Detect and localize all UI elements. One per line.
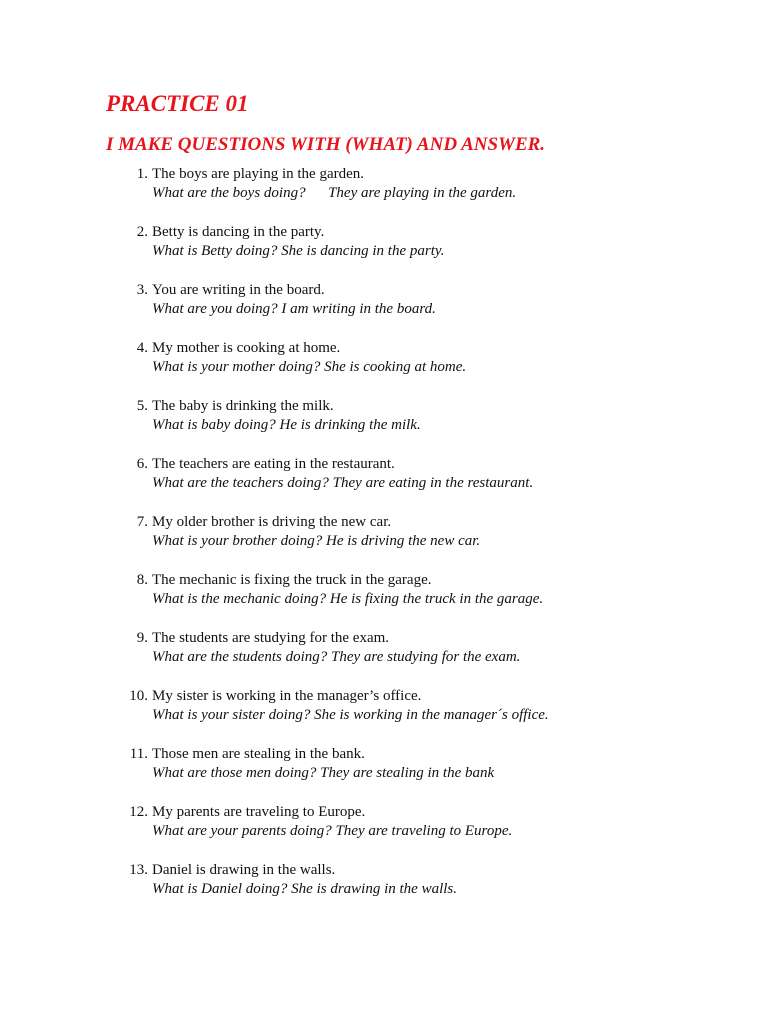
item-sentence: My sister is working in the manager’s office. <box>152 688 422 704</box>
exercise-item-12 <box>0 803 768 861</box>
item-sentence: The mechanic is fixing the truck in the garage. <box>152 572 432 588</box>
exercise-item-11 <box>0 745 768 803</box>
exercise-item-13 <box>0 861 768 919</box>
item-number: 9. <box>136 630 148 646</box>
item-answer: What are the boys doing? They are playing in the garden. <box>152 185 517 201</box>
exercise-item-6 <box>0 455 768 513</box>
item-number: 3. <box>136 282 148 298</box>
exercise-item-3 <box>0 281 768 339</box>
item-number: 7. <box>136 514 148 530</box>
item-answer: What are your parents doing? They are traveling to Europe. <box>152 823 513 839</box>
item-number: 1. <box>136 166 148 182</box>
exercise-item-5 <box>0 397 768 455</box>
item-sentence: My parents are traveling to Europe. <box>152 804 366 820</box>
item-number: 2. <box>136 224 148 240</box>
item-sentence: My mother is cooking at home. <box>152 340 341 356</box>
item-answer: What are the students doing? They are studying for the exam. <box>152 649 521 665</box>
item-sentence: Betty is dancing in the party. <box>152 224 325 240</box>
item-answer: What is your sister doing? She is working in the manager´s office. <box>152 707 549 723</box>
exercise-item-10 <box>0 687 768 745</box>
item-sentence: My older brother is driving the new car. <box>152 514 392 530</box>
exercise-item-9 <box>0 629 768 687</box>
item-sentence: The students are studying for the exam. <box>152 630 390 646</box>
item-sentence: The boys are playing in the garden. <box>152 166 365 182</box>
item-number: 4. <box>136 340 148 356</box>
item-answer: What is baby doing? He is drinking the milk. <box>152 417 421 433</box>
item-sentence: The teachers are eating in the restaurant. <box>152 456 395 472</box>
exercise-list <box>0 165 768 919</box>
item-sentence: Daniel is drawing in the walls. <box>152 862 336 878</box>
exercise-item-2 <box>0 223 768 281</box>
page-title: PRACTICE 01 <box>106 91 249 116</box>
item-number: 6. <box>136 456 148 472</box>
item-number: 10. <box>129 688 148 704</box>
item-answer: What is the mechanic doing? He is fixing the truck in the garage. <box>152 591 544 607</box>
exercise-item-4 <box>0 339 768 397</box>
item-sentence: Those men are stealing in the bank. <box>152 746 365 762</box>
exercise-item-1 <box>0 165 768 223</box>
exercise-item-8 <box>0 571 768 629</box>
exercise-item-7 <box>0 513 768 571</box>
item-number: 13. <box>129 862 148 878</box>
item-number: 12. <box>129 804 148 820</box>
item-answer: What are you doing? I am writing in the board. <box>152 301 436 317</box>
item-number: 11. <box>129 746 148 762</box>
item-sentence: The baby is drinking the milk. <box>152 398 334 414</box>
item-answer: What is Betty doing? She is dancing in the party. <box>152 243 445 259</box>
item-answer: What are those men doing? They are stealing in the bank <box>152 765 495 781</box>
item-answer: What is your brother doing? He is driving the new car. <box>152 533 481 549</box>
item-sentence: You are writing in the board. <box>152 282 325 298</box>
item-number: 8. <box>136 572 148 588</box>
item-answer: What is Daniel doing? She is drawing in the walls. <box>152 881 458 897</box>
item-answer: What are the teachers doing? They are eating in the restaurant. <box>152 475 534 491</box>
item-answer: What is your mother doing? She is cooking at home. <box>152 359 467 375</box>
instructions-heading: I MAKE QUESTIONS WITH (WHAT) AND ANSWER. <box>106 134 546 155</box>
item-number: 5. <box>136 398 148 414</box>
